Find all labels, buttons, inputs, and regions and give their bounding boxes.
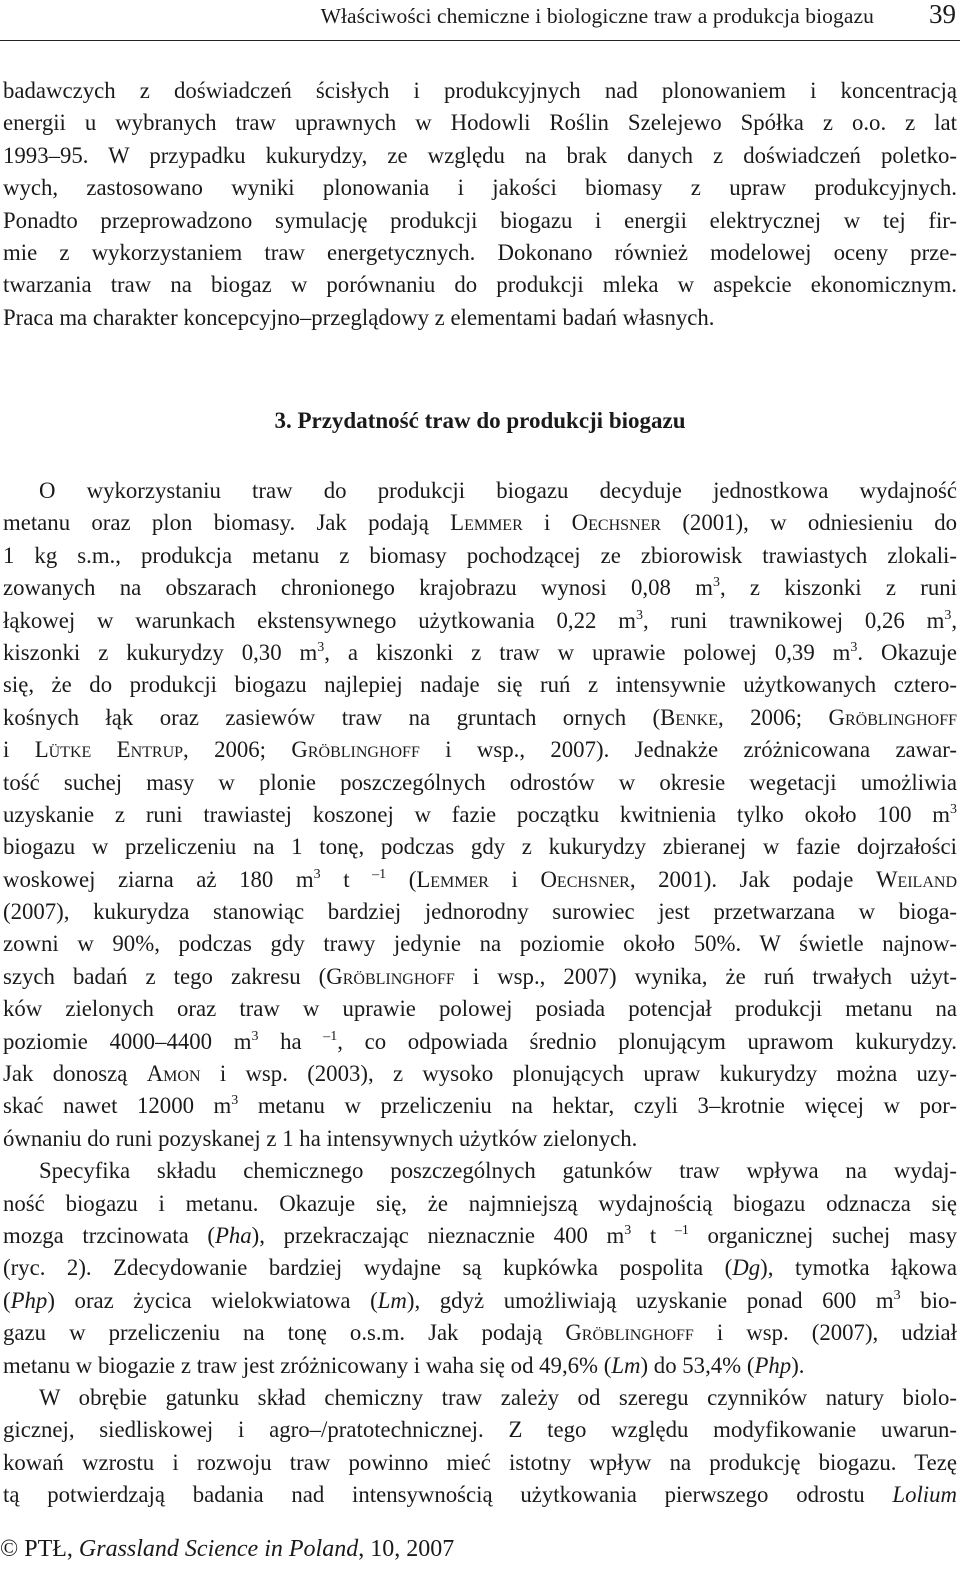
running-title: Właściwości chemiczne i biologiczne traw a produkcja biogazu (320, 4, 874, 28)
text-line: ność biogazu i metanu. Okazuje się, że najmniejszą wydajnością biogazu odznacza się (3, 1190, 957, 1216)
footer-journal: Grassland Science in Poland (78, 1536, 359, 1562)
text-line: kowań wzrostu i rozwoju traw powinno mieć istotny wpływ na produkcję biogazu. Tezę (3, 1449, 957, 1475)
text-line: 1993–95. W przypadku kukurydzy, ze względu na brak danych z doświadczeń poletko- (3, 142, 957, 168)
text-line: (2007), kukurydza stanowiąc bardziej jednorodny surowiec jest przetwarzana w bioga- (3, 899, 957, 925)
text-line: Jak donoszą Amon i wsp. (2003), z wysoko plonujących upraw kukurydzy można uzy- (3, 1061, 957, 1087)
text-line: poziomie 4000–4400 $m^3$ ha $^{-1}$, co odpowiada średnio plonującym uprawom kukurydzy. (3, 1028, 957, 1054)
page-number: 39 (929, 0, 956, 29)
text-line: uzyskanie z runi trawiastej koszonej w fazie początku kwitnienia tylko około 100 $m^3$ (3, 801, 957, 827)
text-line: gicznej, siedliskowej i agro–/pratotechnicznej. Z tego względu modyfikowanie uwarun- (3, 1417, 957, 1443)
text-line: twarzania traw na biogaz w porównaniu do produkcji mleka w aspekcie ekonomicznym. (3, 272, 957, 298)
footer-volume: , 10, 2007 (358, 1536, 455, 1562)
text-line: ównaniu do runi pozyskanej z 1 ha intensywnych użytków zielonych. (3, 1125, 638, 1151)
text-line: mozga trzcinowata (Pha), przekraczając nieznacznie 400 $m^3$ t $^{-1}$ organicznej suchej masy (3, 1222, 957, 1248)
text-line: W obrębie gatunku skład chemiczny traw zależy od szeregu czynników natury biolo- (39, 1384, 957, 1410)
text-line: Praca ma charakter koncepcyjno–przeglądowy z elementami badań własnych. (3, 304, 715, 330)
text-line: kośnych łąk oraz zasiewów traw na gruntach ornych (Benke, 2006; Gröblinghoff (3, 704, 958, 730)
text-line: metanu w biogazie z traw jest zróżnicowany i waha się od 49,6% (Lm) do 53,4% (Php). (3, 1352, 805, 1378)
text-line: gazu w przeliczeniu na tonę o.s.m. Jak podają Gröblinghoff i wsp. (2007), udział (3, 1320, 957, 1346)
body-text (3, 475, 957, 1512)
text-line: kiszonki z kukurydzy 0,30 $m^3$, a kiszonki z traw w uprawie polowej 0,39 $m^3$. Okazuje (3, 639, 957, 665)
text-line: mie z wykorzystaniem traw energetycznych. Dokonano również modelowej oceny prze- (3, 239, 957, 265)
text-line: tość suchej masy w plonie poszczególnych odrostów w okresie wegetacji umożliwia (3, 769, 957, 795)
text-line: wych, zastosowano wyniki plonowania i jakości biomasy z upraw produkcyjnych. (3, 175, 957, 201)
text-line: zowni w 90%, podczas gdy trawy jedynie na poziomie około 50%. W świetle najnow- (3, 931, 957, 957)
text-line: łąkowej w warunkach ekstensywnego użytkowania 0,22 $m^3$, runi trawnikowej 0,26 $m^3$, (3, 607, 958, 633)
text-line: Specyfika składu chemicznego poszczególnych gatunków traw wpływa na wydaj- (39, 1158, 957, 1184)
footer-citation (0, 1536, 454, 1563)
text-line: O wykorzystaniu traw do produkcji biogazu decyduje jednostkowa wydajność (39, 478, 957, 503)
text-line: ków zielonych oraz traw w uprawie polowej posiada potencjał produkcji metanu na (3, 996, 957, 1022)
running-header (0, 0, 960, 41)
intro-paragraph (3, 75, 957, 334)
text-line: i Lütke Entrup, 2006; Gröblinghoff i wsp., 2007). Jednakże zróżnicowana zawar- (3, 737, 957, 763)
text-line: energii u wybranych traw uprawnych w Hodowli Roślin Szelejewo Spółka z o.o. z lat (3, 110, 957, 136)
text-line: (ryc. 2). Zdecydowanie bardziej wydajne są kupkówka pospolita (Dg), tymotka łąkowa (3, 1255, 958, 1281)
text-line: się, że do produkcji biogazu najlepiej nadaje się ruń z intensywnie użytkowanych cztero- (3, 672, 957, 698)
text-line: biogazu w przeliczeniu na 1 tonę, podczas gdy z kukurydzy zbieranej w fazie dojrzałości (3, 834, 957, 860)
text-line: skać nawet 12000 $m^3$ metanu w przeliczeniu na hektar, czyli 3–krotnie więcej w por- (3, 1093, 957, 1119)
text-line: Ponadto przeprowadzono symulację produkcji biogazu i energii elektrycznej w tej fir- (3, 207, 957, 233)
footer-copyright: © PTŁ, (0, 1536, 79, 1562)
text-line: badawczych z doświadczeń ścisłych i produkcyjnych nad plonowaniem i koncentracją (3, 78, 957, 103)
text-line: tą potwierdzają badania nad intensywnością użytkowania pierwszego odrostu Lolium (3, 1482, 957, 1508)
text-line: metanu oraz plon biomasy. Jak podają Lemmer i Oechsner (2001), w odniesieniu do (3, 510, 957, 536)
text-line: 1 kg s.m., produkcja metanu z biomasy pochodzącej ze zbiorowisk trawiastych zlokali- (3, 542, 957, 568)
text-line: (Php) oraz życica wielokwiatowa (Lm), gdyż umożliwiają uzyskanie ponad 600 $m^3$ bio- (3, 1287, 958, 1313)
text-line: woskowej ziarna aż 180 $m^3$ t $^{-1}$ (Lemmer i Oechsner, 2001). Jak podaje Weiland (3, 866, 957, 892)
text-line: zowanych na obszarach chronionego krajobrazu wynosi 0,08 $m^3$, z kiszonki z runi (3, 575, 957, 601)
text-line: szych badań z tego zakresu (Gröblinghoff i wsp., 2007) wynika, że ruń trwałych użyt- (3, 963, 957, 989)
section-heading: 3. Przydatność traw do produkcji biogazu (274, 408, 686, 433)
